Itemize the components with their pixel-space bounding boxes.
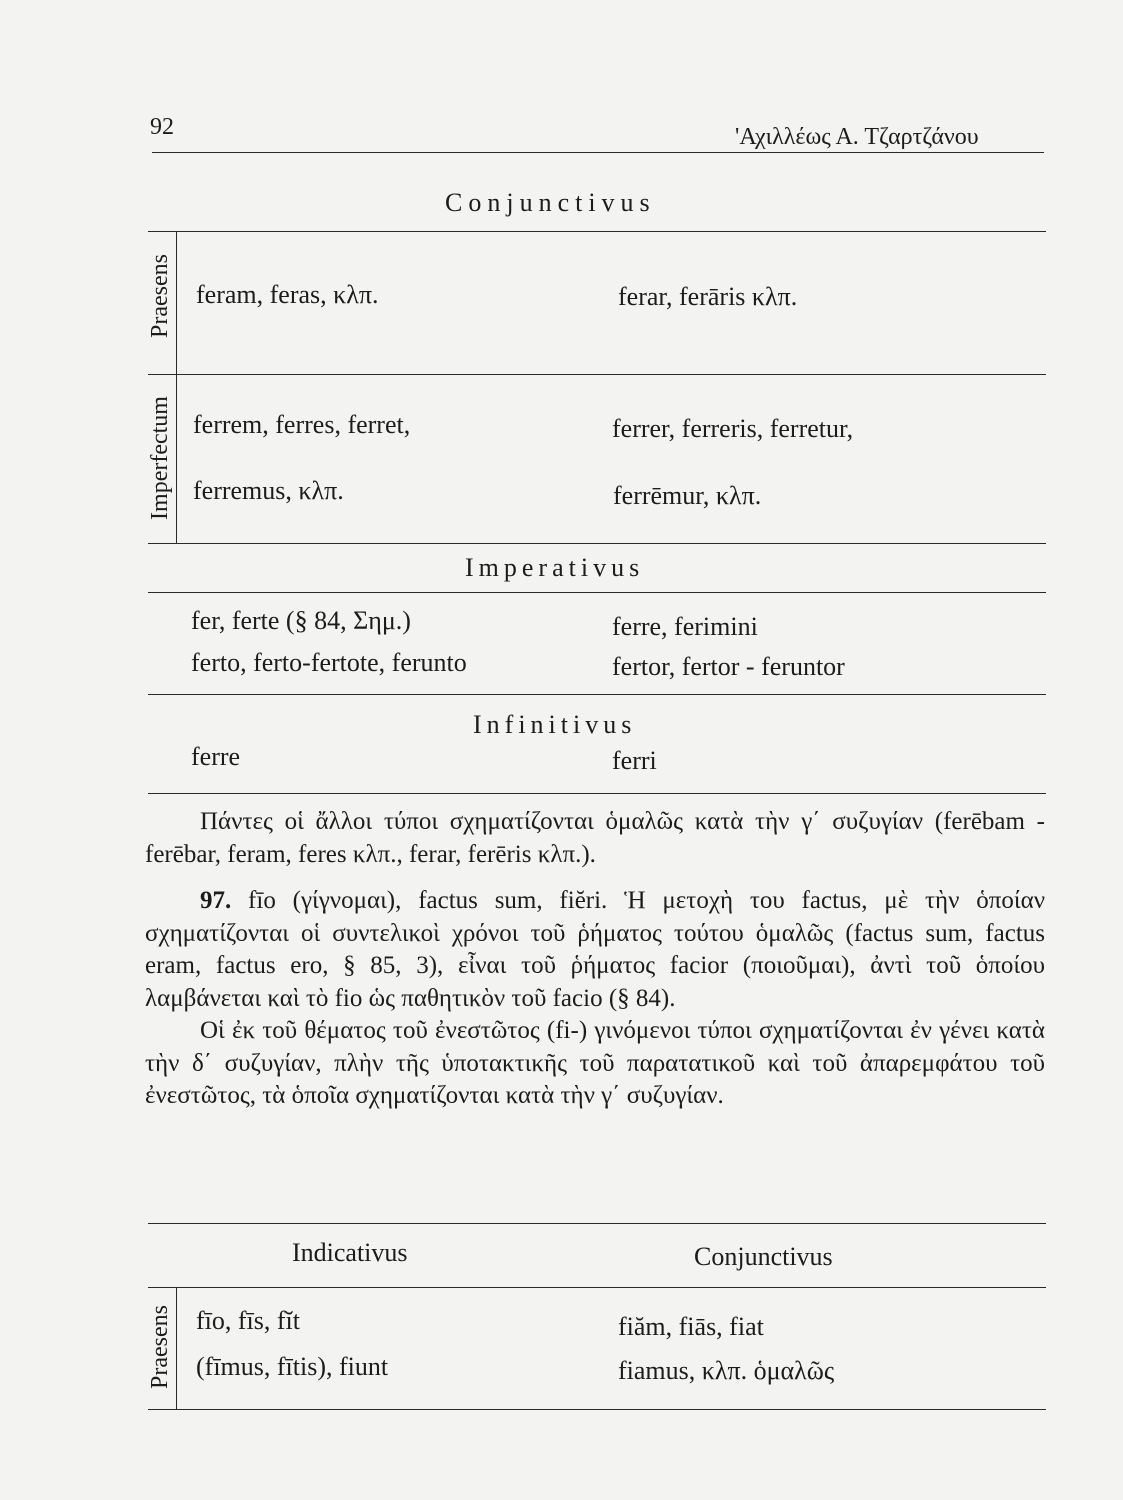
conj-imperfectum-active-2: ferremus, κλπ. <box>193 476 344 505</box>
imperfectum-row-rule <box>148 543 1046 544</box>
fio-table-bottom-rule <box>148 1409 1046 1410</box>
imperativus-passive-2: fertor, fertor - feruntor <box>612 652 845 681</box>
conjunctivus-label-column-rule <box>176 231 177 543</box>
fio-table-header-rule <box>148 1287 1046 1288</box>
imperativus-row-rule <box>148 694 1046 695</box>
praesens-row-rule <box>148 374 1046 375</box>
fio-col-conjunctivus: Conjunctivus <box>694 1242 833 1271</box>
imperativus-title-rule <box>148 592 1046 593</box>
paragraph-section-97 <box>145 885 1045 1015</box>
infinitivus-active: ferre <box>191 742 241 771</box>
imperativus-title: Imperativus <box>465 553 645 582</box>
fio-conj-1: fiăm, fiās, fiat <box>618 1312 764 1341</box>
row-label-imperfectum: Imperfectum <box>147 396 173 520</box>
fio-ind-2: (fīmus, fītis), fiunt <box>196 1352 389 1381</box>
conj-imperfectum-active-1: ferrem, ferres, ferret, <box>193 410 411 439</box>
fio-label-column-rule <box>176 1287 177 1409</box>
body-text <box>145 806 1045 1113</box>
paragraph-fi-stem: Οἱ ἐκ τοῦ θέματος τοῦ ἐνεστῶτος (fi-) γινόμενοι τύποι σχηματίζονται ἐν γένει κατὰ τὴν δ΄ συζυγίαν, πλὴν τῆς ὑποτακτικῆς τοῦ παρατατικοῦ καὶ τοῦ ἀπαρεμφάτου τοῦ ἐνεστῶτος, τὰ ὁποῖα σχηματίζονται κατὰ τὴν γ΄ συζυγίαν. <box>145 1017 1045 1109</box>
section-97-text: fīo (γίγνομαι), factus sum, fiĕri. Ἡ μετοχὴ του factus, μὲ τὴν ὁποίαν σχηματίζονται οἱ συντελικοὶ χρόνοι τοῦ ῥήματος τούτου ὁμαλῶς (factus sum, factus eram, factus ero, § 85, 3), εἶναι τοῦ ῥήματος facior (ποιοῦμαι), ἀντὶ τοῦ ὁποίου λαμβάνεται καὶ τὸ fio ὡς παθητικὸν τοῦ facio (§ 84). <box>145 887 1045 1012</box>
running-header-author: 'Αχιλλέως Α. Τζαρτζάνου <box>735 124 979 150</box>
infinitivus-row-rule <box>148 793 1046 794</box>
fio-col-indicativus: Indicativus <box>292 1238 408 1267</box>
fio-row-label-praesens: Praesens <box>147 1305 173 1389</box>
imperativus-active-2: ferto, ferto-fertote, ferunto <box>191 648 467 677</box>
row-label-praesens: Praesens <box>147 254 173 338</box>
conj-imperfectum-passive-1: ferrer, ferreris, ferretur, <box>612 414 854 443</box>
imperativus-active-1: fer, ferte (§ 84, Σημ.) <box>191 606 411 635</box>
conjunctivus-title-rule <box>148 231 1046 232</box>
paragraph-other-forms: Πάντες οἱ ἄλλοι τύποι σχηματίζονται ὁμαλῶς κατὰ τὴν γ΄ συζυγίαν (ferēbam - ferēbar, feram, feres κλπ., ferar, ferēris κλπ.). <box>145 808 1045 868</box>
conj-praesens-active: feram, feras, κλπ. <box>196 280 379 309</box>
header-rule <box>152 152 1044 153</box>
fio-conj-2: fiamus, κλπ. ὁμαλῶς <box>618 1356 835 1385</box>
conj-imperfectum-passive-2: ferrēmur, κλπ. <box>613 481 762 510</box>
conjunctivus-title: Conjunctivus <box>445 188 656 217</box>
section-number: 97. <box>200 887 232 914</box>
fio-table-top-rule <box>148 1223 1046 1224</box>
imperativus-passive-1: ferre, ferimini <box>612 612 758 641</box>
conj-praesens-passive: ferar, ferāris κλπ. <box>618 282 798 311</box>
infinitivus-passive: ferri <box>612 746 657 775</box>
page-number: 92 <box>150 114 174 140</box>
fio-ind-1: fīo, fīs, fĭt <box>196 1306 300 1335</box>
infinitivus-title: Infinitivus <box>473 710 637 739</box>
